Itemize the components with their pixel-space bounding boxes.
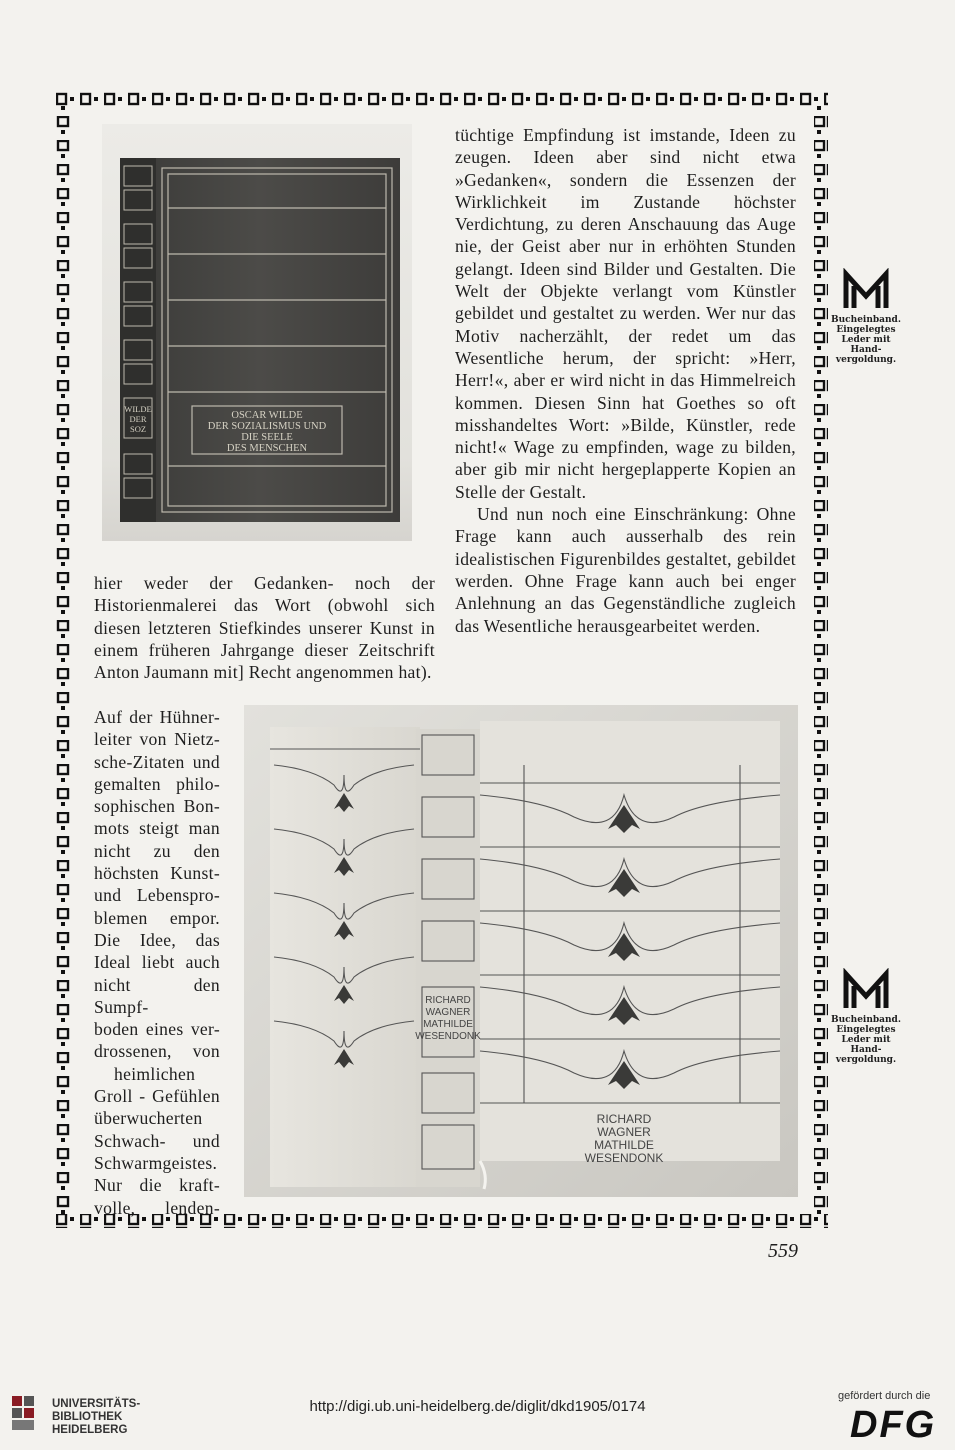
plate2-spine-line2: WAGNER: [425, 1007, 471, 1018]
narrow-column-line: sche-Zitaten und: [94, 751, 220, 772]
narrow-column-line: und Lebenspro-: [94, 885, 220, 906]
narrow-column-line: höchsten Kunst-: [94, 863, 220, 884]
source-url-link[interactable]: http://digi.ub.uni-heidelberg.de/diglit/dkd1905/0174: [309, 1398, 646, 1415]
caption-line: Bucheinband.: [831, 315, 901, 325]
plate1-spine-line1: WILDE: [124, 404, 152, 414]
caption-line: Hand-: [850, 1045, 882, 1055]
book-photo-oscar-wilde: [102, 124, 412, 541]
library-line-2: BIBLIOTHEK: [52, 1411, 123, 1423]
narrow-column-line: drossenen, von: [94, 1041, 220, 1062]
library-line-3: HEIDELBERG: [52, 1424, 128, 1436]
plate1-spine-line3: SOZ: [129, 424, 147, 434]
narrow-column-line: Die Idee, das: [94, 929, 220, 950]
caption-line: vergoldung.: [835, 355, 897, 365]
caption-text-1: [826, 315, 906, 365]
caption-block-2: [826, 968, 906, 1065]
funded-by-label: gefördert durch die: [838, 1390, 931, 1402]
paragraph-left-top: hier weder der Gedanken- noch der Historienmalerei das Wort (obwohl sich diesen letzteren Stiefkindes unserer Kunst in einem früheren Jahrgange dieser Zeitschrift Anton Jaumann mit] Recht angenommen hat).: [94, 573, 435, 683]
plate2-cover-line1: RICHARD: [596, 1112, 652, 1126]
narrow-column-line: heimlichen: [114, 1063, 196, 1084]
narrow-column-line: Ideal liebt auch: [94, 952, 220, 973]
text-column-left-narrow: [94, 706, 220, 1219]
plate2-spine-line3: MATHILDE: [423, 1019, 473, 1030]
book-photo-wagner-wesendonk: [244, 705, 798, 1197]
caption-block-1: [826, 268, 906, 365]
caption-line: Leder mit: [841, 335, 891, 345]
plate2-spine-line4: WESENDONK: [415, 1031, 481, 1042]
caption-line: Eingelegtes: [836, 325, 896, 335]
narrow-column-line: Schwach- und: [94, 1130, 220, 1151]
caption-line: Leder mit: [841, 1035, 891, 1045]
narrow-column-line: Schwarmgeistes.: [94, 1152, 218, 1173]
plate2-cover-line2: WAGNER: [597, 1125, 651, 1139]
narrow-column-line: mots steigt man: [94, 818, 220, 839]
plate1-title-line2: DER SOZIALISMUS UND: [207, 421, 327, 432]
narrow-column-line: leiter von Nietz-: [94, 729, 220, 750]
narrow-column-line: nicht zu den: [94, 840, 220, 861]
narrow-column-line: Auf der Hühner-: [94, 707, 220, 727]
text-column-right: [455, 124, 796, 637]
plate2-cover-line3: MATHILDE: [594, 1138, 654, 1152]
caption-line: vergoldung.: [835, 1055, 897, 1065]
footer: [0, 1383, 955, 1450]
page-number: 559: [768, 1240, 798, 1262]
narrow-column-line: blemen empor.: [94, 907, 220, 928]
caption-line: Hand-: [850, 345, 882, 355]
narrow-column-line: nicht den Sumpf-: [94, 974, 220, 1017]
monogram-icon: [838, 268, 894, 312]
plate1-title-line4: DES MENSCHEN: [226, 443, 308, 454]
caption-line: Eingelegtes: [836, 1025, 896, 1035]
plate1-spine-line2: DER: [129, 414, 147, 424]
narrow-column-line: sophischen Bon-: [94, 796, 220, 817]
narrow-column-line: Nur die kraft-: [94, 1175, 220, 1196]
plate1-title-line1: OSCAR WILDE: [231, 410, 303, 421]
plate1-title-line3: DIE SEELE: [241, 432, 293, 443]
paragraph-2: Und nun noch eine Einschränkung: Ohne Frage kann auch ausserhalb des rein idealistischen Figurenbildes gestaltet, gebildet werden. Ohne Frage kann auch bei enger Anlehnung an das Gegenständliche zugleich das Wesentliche herausgearbeitet werden.: [455, 504, 796, 636]
plate2-cover-line4: WESENDONK: [584, 1151, 664, 1165]
caption-line: Bucheinband.: [831, 1015, 901, 1025]
monogram-icon: [838, 968, 894, 1012]
narrow-column-line: Groll - Gefühlen: [94, 1086, 220, 1107]
caption-text-2: [826, 1015, 906, 1065]
library-line-1: UNIVERSITÄTS-: [52, 1398, 141, 1410]
narrow-column-line: überwucherten: [94, 1108, 203, 1129]
narrow-column-line: gemalten philo-: [94, 773, 220, 794]
narrow-column-line: volle, lenden-: [94, 1197, 220, 1218]
plate2-spine-line1: RICHARD: [425, 995, 471, 1006]
narrow-column-line: boden eines ver-: [94, 1019, 220, 1040]
text-column-left-top: [94, 572, 435, 683]
paragraph-1: tüchtige Empfindung ist imstande, Ideen zu zeugen. Ideen aber sind nicht etwa »Gedanken«, sondern die Essenzen der Wirklichkeit im Zustande höchster Verdichtung, zu deren Anschauung das Auge nie, der Geist aber nur in erhöhten Stunden gelangt. Ideen sind Bilder und Gestalten. Die Welt der Objekte verlangt vom Künstler gebildet und gestaltet zu werden. Wer nur das Motiv nacherzählt, der redet um das Wesentliche herum, der spricht: »Herr, Herr!«, aber er wird nicht in das Himmelreich kommen. Diesen Sinn hat Goethes so oft misshandeltes Wort: »Bilde, Künstler, rede nicht!« Wage zu empfinden, wage zu bilden, aber gib mir nicht hergeplapperte Kopien an Stelle der Gestalt.: [455, 125, 796, 502]
dfg-logo: DFG: [850, 1404, 937, 1446]
